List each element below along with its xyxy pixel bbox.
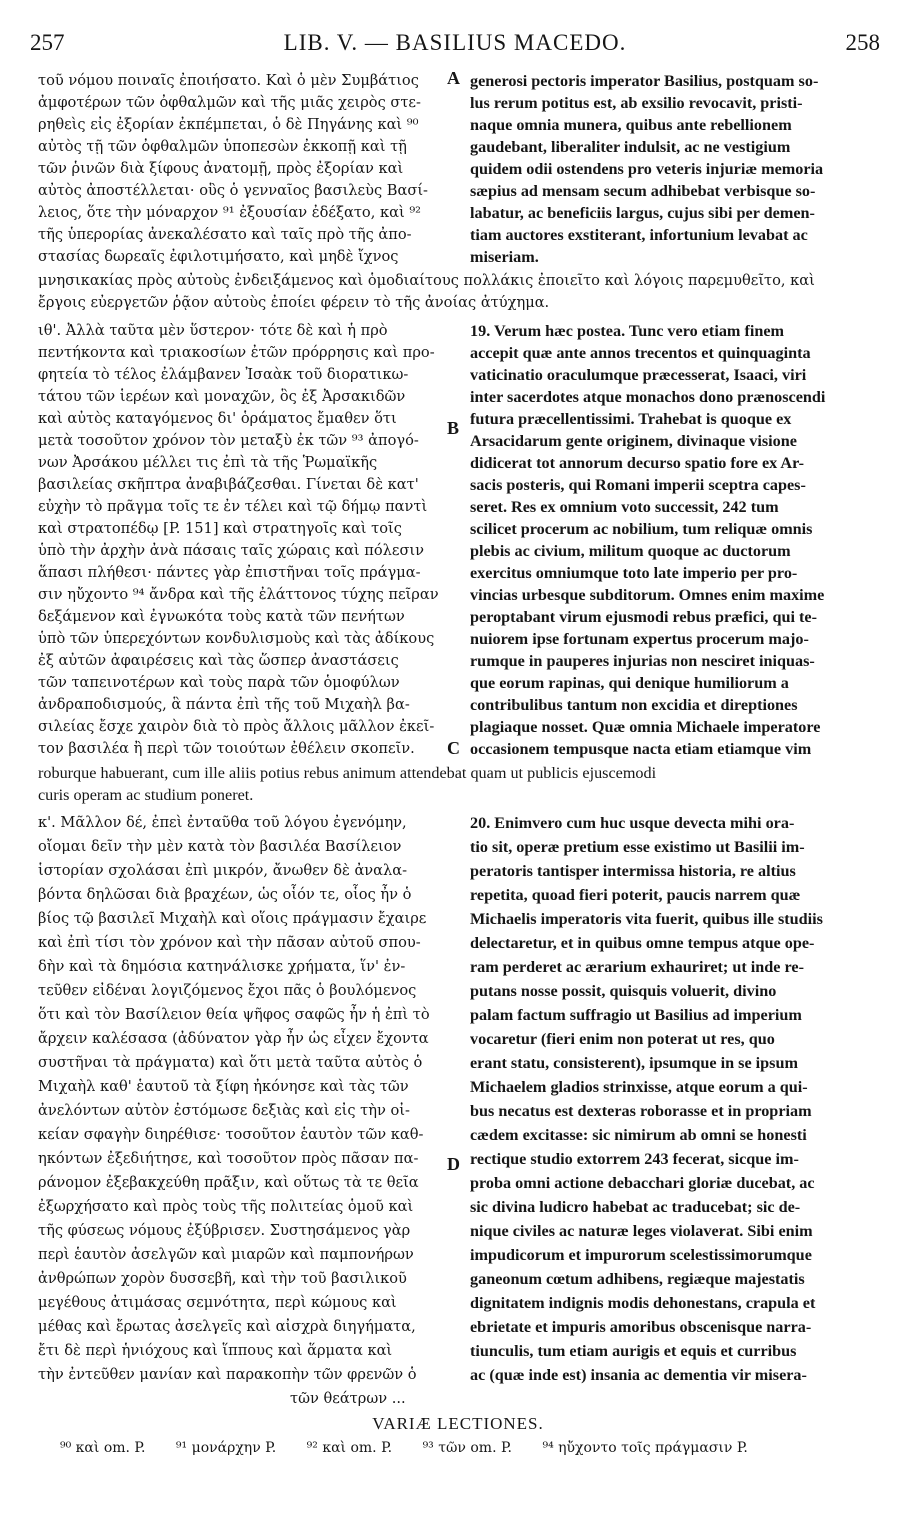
greek-line: ἄρχειν καλέσασα (ἀδύνατον γὰρ ἦν ὡς εἶχεν ἔχοντα: [38, 1030, 429, 1047]
latin-line: vincias urbesque subditorum. Omnes enim maxime: [470, 586, 825, 604]
latin-line: sæpius ad mensam secum adhibebat verbisque so-: [470, 182, 816, 200]
margin-marker-b: B: [447, 418, 460, 438]
latin-line: generosi pectoris imperator Basilius, postquam so-: [470, 72, 819, 90]
latin-line: tio sit, operæ pretium esse existimo ut Basilii im-: [470, 838, 805, 856]
greek-line: ὅτι καὶ τὸν Βασίλειον θεία ψῆφος σαφῶς ἦν ἡ ἐπὶ τὸ: [38, 1006, 430, 1023]
latin-line: miseriam.: [470, 248, 539, 266]
latin-line: 19. Verum hæc postea. Tunc vero etiam finem: [470, 322, 785, 340]
greek-line: περὶ ἑαυτὸν ἀσελγῶν καὶ μιαρῶν καὶ παμπονήρων: [38, 1246, 414, 1263]
latin-line: inter sacerdotes atque monachos dono prænoscendi: [470, 388, 826, 406]
latin-line: sacis posteris, qui Romani imperii sceptra capes-: [470, 476, 806, 494]
greek-line: δεξάμενον καὶ ἐγνωκότα τοὺς κατὰ τῶν πενήτων: [38, 608, 405, 625]
margin-marker-a: A: [447, 68, 460, 88]
latin-line: ebrietate et impuris amoribus obscenisque narra-: [470, 1318, 812, 1336]
latin-line: contribulibus tantum non excidia et direptiones: [470, 696, 798, 714]
latin-line: delectaretur, et in quibus omne tempus atque ope-: [470, 934, 815, 952]
greek-line: ράνομον ἐξεβακχεύθη πρᾶξιν, καὶ οὕτως τὰ τε θεῖα: [38, 1174, 419, 1191]
greek-line: καὶ αὐτὸς καταγόμενος δι' ὁράματος ἔμαθεν ὅτι: [38, 410, 397, 427]
greek-line: εὐχὴν τὸ πρᾶγμα τοῖς τε ἐν τέλει καὶ τῷ δήμῳ παντὶ: [38, 498, 428, 515]
latin-line: palam factum suffragio ut Basilius ad imperium: [470, 1006, 802, 1024]
full-width-line: curis operam ac studium poneret.: [38, 786, 254, 804]
latin-line: peratoris tantisper intermissa historia, re altius: [470, 862, 796, 880]
latin-line: gaudebant, liberaliter indulsit, ac ne vestigium: [470, 138, 791, 156]
greek-line: λειος, ὅτε τὴν μόναρχον ⁹¹ ἐξουσίαν ἐδέξατο, καὶ ⁹²: [38, 204, 422, 221]
greek-line: βόντα δηλῶσαι διὰ βραχέων, ὡς οἷόν τε, οἷος ἦν ὁ: [38, 886, 412, 903]
latin-line: seret. Res ex omnium voto successit, 242 tum: [470, 498, 779, 516]
greek-line: ἐξ αὐτῶν ἀφαιρέσεις καὶ τὰς ὥσπερ ἀναστάσεις: [38, 652, 399, 669]
latin-line: 20. Enimvero cum huc usque devecta mihi ora-: [470, 814, 795, 832]
greek-line: πεντήκοντα καὶ τριακοσίων ἐτῶν πρόρρησις καὶ προ-: [38, 344, 435, 361]
latin-line: ram perderet ac ærarium exhauriret; ut inde re-: [470, 958, 805, 976]
greek-line: αὐτὸς τῇ τῶν ὀφθαλμῶν ὑποπεσὼν ἐκκοπῇ καὶ τῇ: [38, 138, 407, 155]
margin-marker-c: C: [447, 738, 460, 758]
greek-line: οἴομαι δεῖν τὴν μὲν κατὰ τὸν βασιλέα Βασίλειον: [38, 838, 402, 855]
latin-line: scilicet procerum ac nobilium, tum reliquæ omnis: [470, 520, 813, 538]
greek-line: τοῦ νόμου ποιναῖς ἐποιήσατο. Καὶ ὁ μὲν Συμβάτιος: [38, 72, 419, 89]
latin-line: rectique studio extorrem 243 fecerat, sicque im-: [470, 1150, 799, 1168]
greek-line: ὑπὸ τῶν ὑπερεχόντων κονδυλισμοὺς καὶ τὰς ἀδίκους: [38, 630, 435, 647]
variant-reading: ⁹⁴ ηὔχοντο τοῖς πράγμασιν P.: [542, 1440, 748, 1456]
latin-line: proba omni actione debacchari gloriæ ducebat, ac: [470, 1174, 815, 1192]
greek-line: μέθας καὶ ἔρωτας ἀσελγεῖς καὶ αἰσχρὰ διηγήματα,: [38, 1318, 416, 1335]
latin-line: impudicorum et impurorum scelestissimorumque: [470, 1246, 812, 1264]
greek-line: τῶν ταπεινοτέρων καὶ τοὺς παρὰ τῶν ὁμοφύλων: [38, 674, 400, 691]
greek-line: ἱστορίαν σχολάσαι ἐπὶ μικρόν, ἄνωθεν δὲ ἀναλα-: [38, 862, 408, 879]
greek-line: ρηθεὶς εἰς ἐξορίαν ἐκπέμπεται, ὁ δὲ Πηγάνης καὶ ⁹⁰: [38, 116, 419, 133]
greek-line: μετὰ τοσοῦτον χρόνον τὸν μεταξὺ ἐκ τῶν ⁹³ ἀπογό-: [38, 432, 419, 449]
latin-line: vocaretur (fieri enim non poterat ut res, quo: [470, 1030, 775, 1048]
page-header: [30, 30, 880, 60]
greek-line: βίος τῷ βασιλεῖ Μιχαὴλ καὶ οἵοις πράγμασιν ἔχαιρε: [38, 910, 427, 927]
greek-line: στασίας δωρεαῖς ἐφιλοτιμήσατο, καὶ μηδὲ ἴχνος: [38, 248, 399, 265]
variant-reading: ⁹⁰ καὶ om. P.: [60, 1440, 146, 1456]
greek-line: ἀνελόντων αὐτὸν ἐστόμωσε δεξιὰς καὶ εἰς τὴν οἰ-: [38, 1102, 410, 1119]
greek-line: τεῦθεν εἰδέναι λογιζόμενος ἔχοι πᾶς ὁ βουλόμενος: [38, 982, 417, 999]
greek-line: τῶν ῥινῶν διὰ ξίφους ἀνατομῇ, πρὸς ἐξορίαν καὶ: [38, 160, 404, 177]
variant-reading: ⁹³ τῶν om. P.: [422, 1440, 512, 1456]
greek-line: τὴν ἐντεῦθεν μανίαν καὶ παρακοπὴν τῶν φρενῶν ὁ: [38, 1366, 417, 1383]
latin-line: sic divina ludicro habebat ac traducebat; sic de-: [470, 1198, 801, 1216]
latin-line: vaticinatio oraculumque præcesserat, Isaaci, viri: [470, 366, 807, 384]
latin-line: tiunculis, tum etiam aurigis et equis et curribus: [470, 1342, 797, 1360]
latin-line: ac (quæ inde est) insania ac dementia vir misera-: [470, 1366, 807, 1384]
latin-line: nuiorem ipse fortunam expertus procerum majo-: [470, 630, 809, 648]
greek-line: δὴν καὶ τὰ δημόσια κατηνάλισκε χρήματα, ἵν' ἐν-: [38, 958, 406, 975]
latin-line: bus necatus est dexteras roborasse et in propriam: [470, 1102, 812, 1120]
latin-line: labatur, ac beneficiis largus, cujus sibi per demen-: [470, 204, 815, 222]
greek-line: συστῆναι τὰ πράγματα) καὶ ὅτι μετὰ ταῦτα αὐτὸς ὁ: [38, 1054, 423, 1071]
greek-line: τῆς φύσεως νόμους ἐξύβρισεν. Συστησάμενος γὰρ: [38, 1222, 411, 1239]
greek-line: τον βασιλέα ἢ περὶ τῶν τοιούτων ἐθέλειν σκοπεῖν.: [38, 740, 415, 757]
latin-line: erant statu, consisterent), ipsumque in se ipsum: [470, 1054, 798, 1072]
greek-line: ἀμφοτέρων τῶν ὀφθαλμῶν καὶ τῆς μιᾶς χειρὸς στε-: [38, 94, 421, 111]
greek-line: ηκόντων ἐξεδιήτησε, καὶ τοσοῦτον πρὸς πᾶσαν πα-: [38, 1150, 419, 1167]
greek-line: Μιχαὴλ καθ' ἑαυτοῦ τὰ ξίφη ἠκόνησε καὶ τὰς τῶν: [38, 1078, 409, 1095]
latin-line: occasionem tempusque nacta etiam etiamque vim: [470, 740, 812, 758]
variae-lectiones-list: [60, 1440, 880, 1456]
variae-lectiones-heading: VARIÆ LECTIONES.: [372, 1414, 544, 1433]
greek-line: ἔτι δὲ περὶ ἡνιόχους καὶ ἵππους καὶ ἅρματα καὶ: [38, 1342, 393, 1359]
greek-line: τῆς ὑπερορίας ἀνεκαλέσατο καὶ ταῖς πρὸ τῆς ἀπο-: [38, 226, 412, 243]
greek-line: ἀνθρώπων χορὸν δυσσεβῆ, καὶ τὴν τοῦ βασιλικοῦ: [38, 1270, 407, 1287]
latin-line: peroptabant virum ejusmodi rebus præfici, qui te-: [470, 608, 817, 626]
greek-line: ἀνδραποδισμούς, ἃ πάντα ἐπὶ τῆς τοῦ Μιχαὴλ βα-: [38, 696, 410, 713]
latin-line: accepit quæ ante annos trecentos et quinquaginta: [470, 344, 811, 362]
latin-line: Arsacidarum gente originem, divinaque visione: [470, 432, 797, 450]
greek-line: σιλείας ἔσχε χαιρὸν διὰ τὸ πρὸς ἄλλοις μᾶλλον ἐκεῖ-: [38, 718, 435, 735]
variant-reading: ⁹² καὶ om. P.: [306, 1440, 393, 1456]
greek-line: φητεία τὸ τέλος ἐλάμβανεν Ἰσαὰκ τοῦ διορατικω-: [38, 366, 409, 383]
greek-line: σιν ηὔχοντο ⁹⁴ ἄνδρα καὶ τῆς ἐλάττονος τύχης πεῖραν: [38, 586, 439, 603]
latin-line: que eorum rapinas, qui denique humiliorum a: [470, 674, 789, 692]
margin-marker-d: D: [447, 1154, 460, 1174]
latin-line: naque omnia munera, quibus ante rebellionem: [470, 116, 792, 134]
greek-line: ὑπὸ τὴν ἀρχὴν ἀνὰ πάσαις ταῖς χώραις καὶ πόλεσιν: [38, 542, 425, 559]
greek-line: νων Ἀρσάκου μέλλει τις ἐπὶ τὰ τῆς Ῥωμαϊκῆς: [38, 454, 378, 471]
latin-line: didicerat tot annorum decurso spatio fore ex Ar-: [470, 454, 805, 472]
variant-reading: ⁹¹ μονάρχην P.: [175, 1440, 277, 1456]
greek-line: ἐξωρχήσατο καὶ πρὸς τοὺς τῆς πολιτείας ὁμοῦ καὶ: [38, 1198, 414, 1215]
latin-line: plagiaque nosset. Quæ omnia Michaele imperatore: [470, 718, 821, 736]
latin-line: ganeonum cœtum adhibens, regiæque majestatis: [470, 1270, 805, 1288]
latin-line: Michaelem gladios strinxisse, atque eorum a qui-: [470, 1078, 808, 1096]
latin-line: dignitatem indignis modis dehonestans, crapula et: [470, 1294, 816, 1312]
greek-line: βασιλείας σκῆπτρα ἀναβιβάζεσθαι. Γίνεται δὲ κατ': [38, 476, 419, 493]
latin-line: repetita, quoad fieri poterit, paucis narrem quæ: [470, 886, 801, 904]
greek-line: κείαν σφαγὴν διηρέθισε· τοσοῦτον ἑαυτὸν τῶν καθ-: [38, 1126, 424, 1143]
full-width-line: μνησικακίας πρὸς αὐτοὺς ἐνδειξάμενος καὶ ὁμοδιαίτους πολλάκις ἐποιεῖτο καὶ λόγοις παρεμυθεῖτο, καὶ: [38, 272, 815, 289]
full-width-line: ἔργοις εὐεργετῶν ῥᾷον αὐτοὺς ἐποίει φέρειν τὸ τῆς ἀνοίας ἀτύχημα.: [38, 294, 550, 311]
latin-line: cædem excitasse: sic nimirum ab omni se honesti: [470, 1126, 807, 1144]
latin-line: nique civiles ac naturæ leges violaverat. Sibi enim: [470, 1222, 813, 1240]
greek-line: καὶ στρατοπέδῳ [P. 151] καὶ στρατηγοῖς καὶ τοῖς: [38, 520, 402, 537]
latin-line: lus rerum potitus est, ab exsilio revocavit, pristi-: [470, 94, 803, 112]
greek-line: ἅπασι πλήθεσι· πάντες γὰρ ἐπιστῆναι τοῖς πράγμα-: [38, 564, 421, 581]
latin-line: tiam auctores exstiterant, infortunium levabat ac: [470, 226, 808, 244]
latin-line: putans nosse possit, quisquis voluerit, divino: [470, 982, 777, 1000]
full-width-line: roburque habuerant, cum ille aliis potius rebus animum attendebat quam ut publicis ejuscemodi: [38, 764, 657, 782]
latin-line: plebis ac civium, militum quoque ac ductorum: [470, 542, 791, 560]
latin-line: quidem odii ostendens pro veteris injuriæ memoria: [470, 160, 824, 178]
page-number-right: 258: [845, 30, 880, 55]
greek-line: μεγέθους ἀτιμάσας σεμνότητα, περὶ κώμους καὶ: [38, 1294, 397, 1311]
latin-line: rumque in pauperes injurias non nesciret iniquas-: [470, 652, 815, 670]
greek-line: καὶ ἐπὶ τίσι τὸν χρόνον καὶ τὴν πᾶσαν αὐτοῦ σπου-: [38, 934, 421, 951]
greek-line: αὐτὸς ἀποστέλλεται· οὓς ὁ γενναῖος βασιλεὺς Βασί-: [38, 182, 428, 199]
latin-line: Michaelis imperatoris vita fuerit, quibus ille studiis: [470, 910, 823, 928]
latin-line: futura præcellentissimi. Trahebat is quoque ex: [470, 410, 792, 428]
greek-line: τάτου τῶν ἱερέων καὶ μοναχῶν, ὃς ἐξ Ἀρσακιδῶν: [38, 388, 406, 405]
latin-line: exercitus omniumque toto late imperio per pro-: [470, 564, 798, 582]
page-number-left: 257: [30, 30, 65, 55]
greek-line: κ'. Μᾶλλον δέ, ἐπεὶ ἐνταῦθα τοῦ λόγου ἐγενόμην,: [38, 814, 407, 831]
greek-line: ιθ'. Ἀλλὰ ταῦτα μὲν ὕστερον· τότε δὲ καὶ ἡ πρὸ: [38, 322, 388, 339]
full-width-line: τῶν θεάτρων ...: [290, 1390, 406, 1407]
running-title: LIB. V. — BASILIUS MACEDO.: [283, 30, 627, 55]
